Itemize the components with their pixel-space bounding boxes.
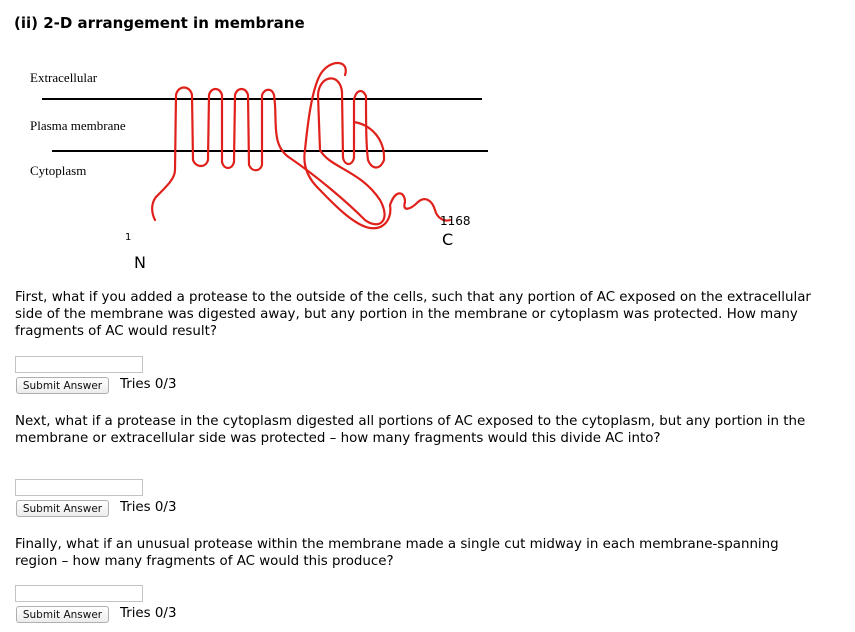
question-1-submit-button[interactable]: Submit Answer xyxy=(16,377,109,394)
c-position-number: 1168 xyxy=(440,214,471,228)
extracellular-label: Extracellular xyxy=(30,70,98,85)
question-3-tries: Tries 0/3 xyxy=(120,606,177,621)
question-2-answer-input[interactable] xyxy=(15,479,143,496)
question-3-submit-button[interactable]: Submit Answer xyxy=(16,606,109,623)
n-terminus-label: N xyxy=(134,253,146,272)
question-3-text: Finally, what if an unusual protease within the membrane made a single cut midway in each membrane-spanning region – how many fragments of AC would this produce? xyxy=(15,537,779,569)
question-1-answer-input[interactable] xyxy=(15,356,143,373)
n-position-number: 1 xyxy=(125,232,132,243)
protein-c-terminus-trace xyxy=(304,63,450,228)
question-3-answer-input[interactable] xyxy=(15,585,143,602)
question-1-text: First, what if you added a protease to the outside of the cells, such that any portion of AC exposed on the extracellular side of the membrane was digested away, but any portion in the membrane or cytoplasm was protected. How many fragments of AC would result? xyxy=(15,290,811,339)
plasma-membrane-label: Plasma membrane xyxy=(30,118,126,133)
cytoplasm-label: Cytoplasm xyxy=(30,163,87,178)
protein-n-terminus-trace xyxy=(152,88,274,221)
question-2-tries: Tries 0/3 xyxy=(120,500,177,515)
section-heading: (ii) 2-D arrangement in membrane xyxy=(14,14,305,32)
question-1-tries: Tries 0/3 xyxy=(120,377,177,392)
question-2-submit-button[interactable]: Submit Answer xyxy=(16,500,109,517)
question-2-text: Next, what if a protease in the cytoplasm digested all portions of AC exposed to the cytoplasm, but any portion in the membrane or extracellular side was protected – how many fragments would this divide AC into? xyxy=(15,414,806,446)
c-terminus-label: C xyxy=(442,230,454,249)
membrane-topology-diagram xyxy=(0,50,520,280)
